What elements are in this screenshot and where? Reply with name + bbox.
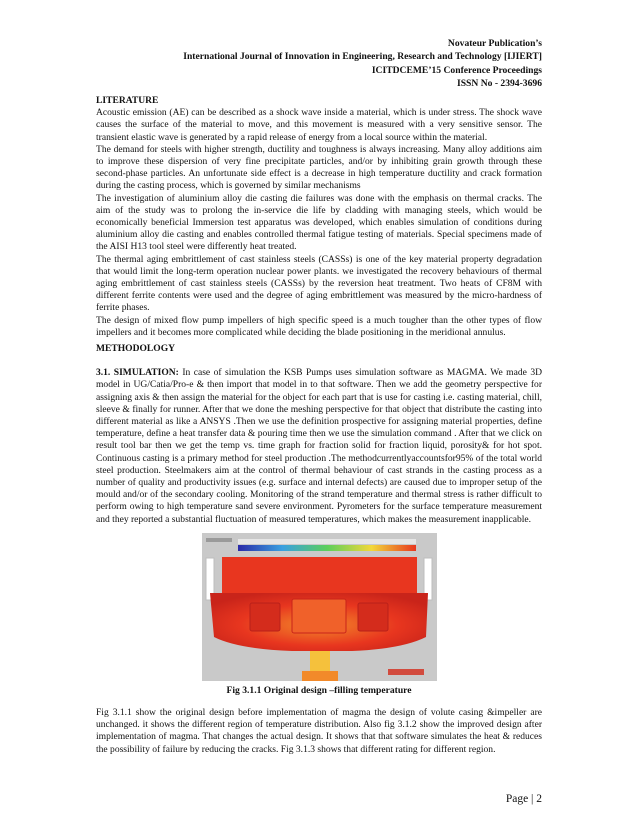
core-pocket bbox=[292, 599, 346, 633]
literature-heading: LITERATURE bbox=[96, 95, 159, 106]
journal-header bbox=[183, 37, 542, 90]
runner-base bbox=[302, 671, 338, 681]
page-number: Page | 2 bbox=[505, 793, 542, 805]
issn-number: ISSN No - 2394-3696 bbox=[456, 77, 542, 89]
literature-paragraph: The demand for steels with higher strength, ductility and toughness is always increasing. Many alloy additions aim to improve these dispersion of very fine precipitate particles, and/or by inhibiting grain growth through these second-phase particles. An unfortunate side effect is a decrease in high temperature ductility and crack formation during the casting process, which is governed by similar mechanisms bbox=[96, 143, 542, 192]
simulation-text: In case of simulation the KSB Pumps uses simulation software as MAGMA. We made 3D model in UG/Catia/Pro-e & then import that model in to that software. Then we add the geometry perspective for assigning axis & then assign the material for the object for each part that is use for casting i.e. casting material, chill, sleeve & finally for runner. After that we done the meshing perspective for that object that distribute the casting into different material as like a ANSYS .Then we use the definition prospective for assigning material properties, define temperature, define a heat transfer data & pouring time then we use the simulation command . After that we click on result tool bar then we get the temp vs. time graph for fraction solid for fraction liquid, porosity& for hot spot. Continuous casting is a primary method for steel production .The methodcurrentlyaccountsfor95% of the total world steel production. Steelmakers aim at the control of thermal behaviour of cast strands in the casting process as a number of quality and productivity issues (e.g. surface and internal defects) are caused due to improper setup of the mould and/or of the secondary cooling. Monitoring of the strand temperature and thermal stress is rather difficult to perform owing to high temperature sand severe environment. Pyrometers for the surface temperature measurement and they reported a substantial fluctuation of measured temperatures, which makes the measurement inapplicable. bbox=[96, 367, 542, 525]
figure-discussion bbox=[96, 707, 542, 756]
casting-top-plate bbox=[222, 557, 417, 593]
figure-caption: Fig 3.1.1 Original design –filling temperature bbox=[226, 685, 412, 696]
publisher-name: Novateur Publication’s bbox=[447, 38, 542, 49]
literature-paragraph: The thermal aging embrittlement of cast stainless steels (CASSs) is one of the key material property degradation that would limit the long-term operation nuclear power plants. we investigated the recovery behaviours of thermal aging embrittlement of cast stainless steels (CASSs) by the reversion heat treatment. Two heats of CF8M with different ferrite contents were used and the degree of aging embrittlement was measured by the micro-hardness of ferrite phases. bbox=[96, 253, 542, 314]
software-logo bbox=[388, 669, 424, 675]
core-pocket bbox=[358, 603, 388, 631]
simulation-lead: 3.1. SIMULATION: bbox=[96, 367, 179, 379]
filling-temperature-figure bbox=[202, 533, 437, 681]
literature-paragraph: The investigation of aluminium alloy die casting die failures was done with the emphasis on thermal cracks. The aim of the study was to prolong the in-service die life by cladding with managing steels, which would be economically beneficial Immersion test apparatus was developed, which enables simulation of conditions during aluminium alloy die casting and enables controlled thermal fatigue testing of materials. Special specimens made of the AISI H13 tool steel were differently heat treated. bbox=[96, 192, 542, 253]
literature-paragraph: Acoustic emission (AE) can be described as a shock wave inside a material, which is under stress. The shock wave causes the surface of the material to move, and this movement is measured with a very sensitive sensor. The transient elastic wave is generated by a rapid release of energy from a local source within the material. bbox=[96, 107, 542, 143]
discussion-paragraph: Fig 3.1.1 show the original design before implementation of magma the design of volute casing &impeller are unchanged. it shows the different region of temperature distribution. Also fig 3.1.2 show the improved design after implementation of magma. That changes the actual design. It shows that that software simulates the heat & reduces the possibility of failure by reducing the cracks. Fig 3.1.3 shows that different rating for different region. bbox=[96, 707, 542, 755]
literature-paragraph: The design of mixed flow pump impellers of high specific speed is a much tougher than the other types of flow impellers and it becomes more complicated while deciding the blade positioning in the meridional annulus. bbox=[96, 314, 542, 338]
color-scale-bar bbox=[238, 545, 416, 551]
legend-tag bbox=[206, 538, 232, 542]
literature-section bbox=[96, 95, 542, 339]
methodology-heading: METHODOLOGY bbox=[96, 343, 176, 354]
scale-labels-strip bbox=[238, 539, 416, 544]
journal-title: International Journal of Innovation in Engineering, Research and Technology [IJIERT] bbox=[183, 51, 542, 63]
runner-stem bbox=[310, 651, 330, 673]
simulation-paragraph bbox=[96, 367, 542, 526]
conference-name: ICITDCEME’15 Conference Proceedings bbox=[371, 64, 542, 76]
methodology-section bbox=[96, 343, 542, 526]
casting-simulation-image bbox=[202, 533, 437, 681]
core-pocket bbox=[250, 603, 280, 631]
